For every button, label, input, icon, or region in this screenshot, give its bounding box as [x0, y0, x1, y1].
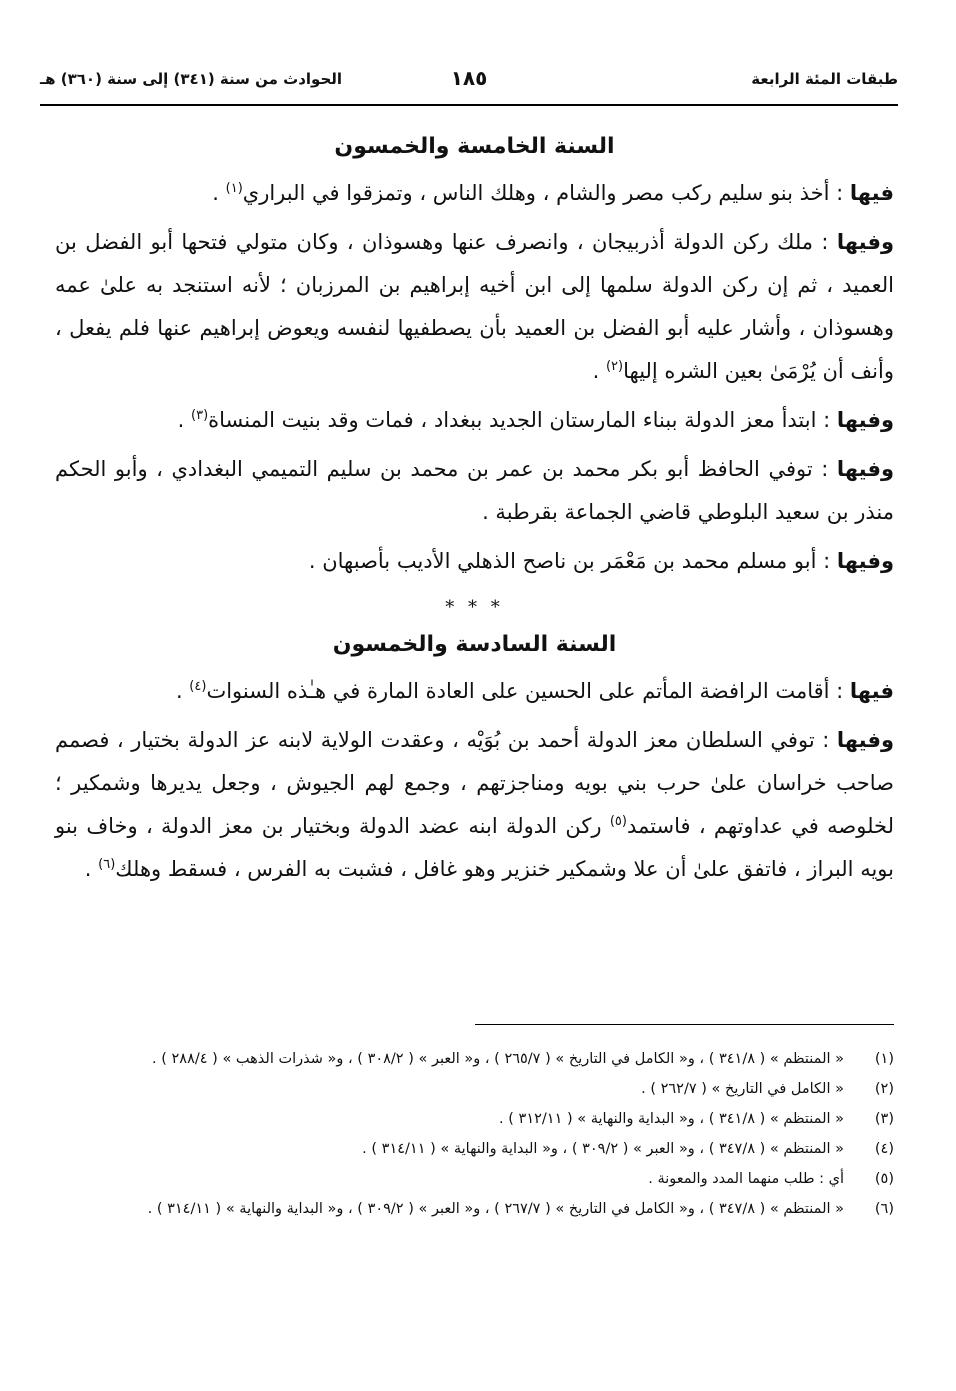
paragraph-text: ركن الدولة ابنه عضد الدولة وبختيار بن معز الدولة ، وخاف بنو بويه البراز ، فاتفق علىٰ أن علا وشمكير خنزير وهو غافل ، فشبت به الفرس ، فسقط وهلك [55, 814, 894, 881]
footnote [55, 1074, 894, 1104]
footnote-text: أي : طلب منهما المدد والمعونة . [648, 1171, 844, 1187]
paragraph [55, 399, 894, 442]
paragraph [55, 448, 894, 534]
paragraph [55, 172, 894, 215]
paragraph-end: . [592, 359, 606, 383]
paragraph-end: . [212, 181, 226, 205]
paragraph-lead: وفيها [836, 549, 894, 573]
paragraph [55, 670, 894, 713]
footnote [55, 1194, 894, 1224]
paragraph-text: : أقامت الرافضة المأتم على الحسين على العادة المارة في هـٰذه السنوات [206, 679, 850, 703]
footnote-number: (٥) [874, 1171, 894, 1187]
paragraph-lead: وفيها [836, 728, 894, 752]
footnote-number: (٢) [874, 1081, 894, 1097]
paragraph-lead: وفيها [836, 408, 894, 432]
paragraph-text: : ابتدأ معز الدولة ببناء المارستان الجديد ببغداد ، فمات وقد بنيت المنساة [208, 408, 837, 432]
footnote [55, 1104, 894, 1134]
footnote-text: « المنتظم » ( ٣٤١/٨ ) ، و« الكامل في التاريخ » ( ٢٦٥/٧ ) ، و« العبر » ( ٣٠٨/٢ ) ، و« شذرات الذهب » ( ٢٨٨/٤ ) . [152, 1051, 844, 1067]
paragraph [55, 221, 894, 393]
paragraph-lead: وفيها [836, 230, 894, 254]
paragraph-lead: وفيها [836, 457, 894, 481]
paragraph-text: : ملك ركن الدولة أذربيجان ، وانصرف عنها وهسوذان ، وكان متولي فتحها أبو الفضل بن العميد ، ثم إن ركن الدولة سلمها إلى ابن أخيه إبراهيم بن المرزبان ؛ لأنه استنجد به علىٰ عمه وهسوذان ، وأشار عليه أبو الفضل بن العميد بأن يصطفيها لنفسه ويعوض إبراهيم عنها فلم يفعل ، وأنف أن يُرْمَىٰ بعين الشره إليها [55, 230, 894, 383]
footnote-ref[interactable]: (٤) [189, 679, 207, 694]
footnote-ref[interactable]: (٦) [98, 857, 116, 872]
paragraph-end: . [177, 408, 192, 432]
footnote-ref[interactable]: (٣) [191, 408, 209, 423]
footnote-text: « المنتظم » ( ٣٤٧/٨ ) ، و« الكامل في التاريخ » ( ٢٦٧/٧ ) ، و« العبر » ( ٣٠٩/٢ ) ، و« البداية والنهاية » ( ٣١٤/١١ ) . [147, 1201, 844, 1217]
running-head-book-title: طبقات المئة الرابعة [751, 70, 898, 88]
paragraph-lead: فيها [849, 679, 894, 703]
footnote-number: (٣) [874, 1111, 894, 1127]
footnote [55, 1044, 894, 1074]
footnote-text: « الكامل في التاريخ » ( ٢٦٢/٧ ) . [641, 1081, 844, 1097]
footnote [55, 1134, 894, 1164]
running-head [40, 66, 898, 96]
footnote-number: (٤) [874, 1141, 894, 1157]
main-text [55, 130, 894, 897]
footnote-text: « المنتظم » ( ٣٤١/٨ ) ، و« البداية والنهاية » ( ٣١٢/١١ ) . [499, 1111, 844, 1127]
footnote-ref[interactable]: (١) [225, 181, 243, 196]
footnotes [55, 1044, 894, 1224]
page-number: ١٨٥ [450, 66, 488, 90]
section-title-year-55: السنة الخامسة والخمسون [334, 134, 615, 159]
footnote [55, 1164, 894, 1194]
header-rule [40, 104, 898, 106]
paragraph-lead: فيها [849, 181, 894, 205]
paragraph-end: . [175, 679, 190, 703]
paragraph [55, 540, 894, 583]
paragraph-text: : أبو مسلم محمد بن مَعْمَر بن ناصح الذهلي الأديب بأصبهان . [308, 549, 837, 573]
footnote-number: (١) [874, 1051, 894, 1067]
footnote-ref[interactable]: (٥) [609, 814, 627, 829]
section-separator: * * * [445, 597, 504, 618]
footnote-text: « المنتظم » ( ٣٤٧/٨ ) ، و« العبر » ( ٣٠٩/٢ ) ، و« البداية والنهاية » ( ٣١٤/١١ ) . [362, 1141, 844, 1157]
paragraph-text: : توفي السلطان معز الدولة أحمد بن بُوَيْه ، وعقدت الولاية لابنه عز الدولة بختيار ، فصمم صاحب خراسان علىٰ حرب بني بويه ومناجزتهم ، وجمع لهم الجيوش ، وجعل يديرها وشمكير ؛ لخلوصه في عداوتهم ، فاستمد [55, 728, 894, 838]
footnote-number: (٦) [874, 1201, 894, 1217]
paragraph-end: . [84, 857, 99, 881]
paragraph [55, 719, 894, 891]
section-title-year-56: السنة السادسة والخمسون [332, 632, 617, 657]
running-head-chapter-title: الحوادث من سنة (٣٤١) إلى سنة (٣٦٠) هـ [40, 70, 343, 88]
paragraph-text: : توفي الحافظ أبو بكر محمد بن عمر بن محمد بن سليم التميمي البغدادي ، وأبو الحكم منذر بن سعيد البلوطي قاضي الجماعة بقرطبة . [55, 457, 894, 524]
footnote-ref[interactable]: (٢) [605, 359, 624, 374]
paragraph-text: : أخذ بنو سليم ركب مصر والشام ، وهلك الناس ، وتمزقوا في البراري [242, 181, 850, 205]
footnote-rule [475, 1024, 894, 1025]
